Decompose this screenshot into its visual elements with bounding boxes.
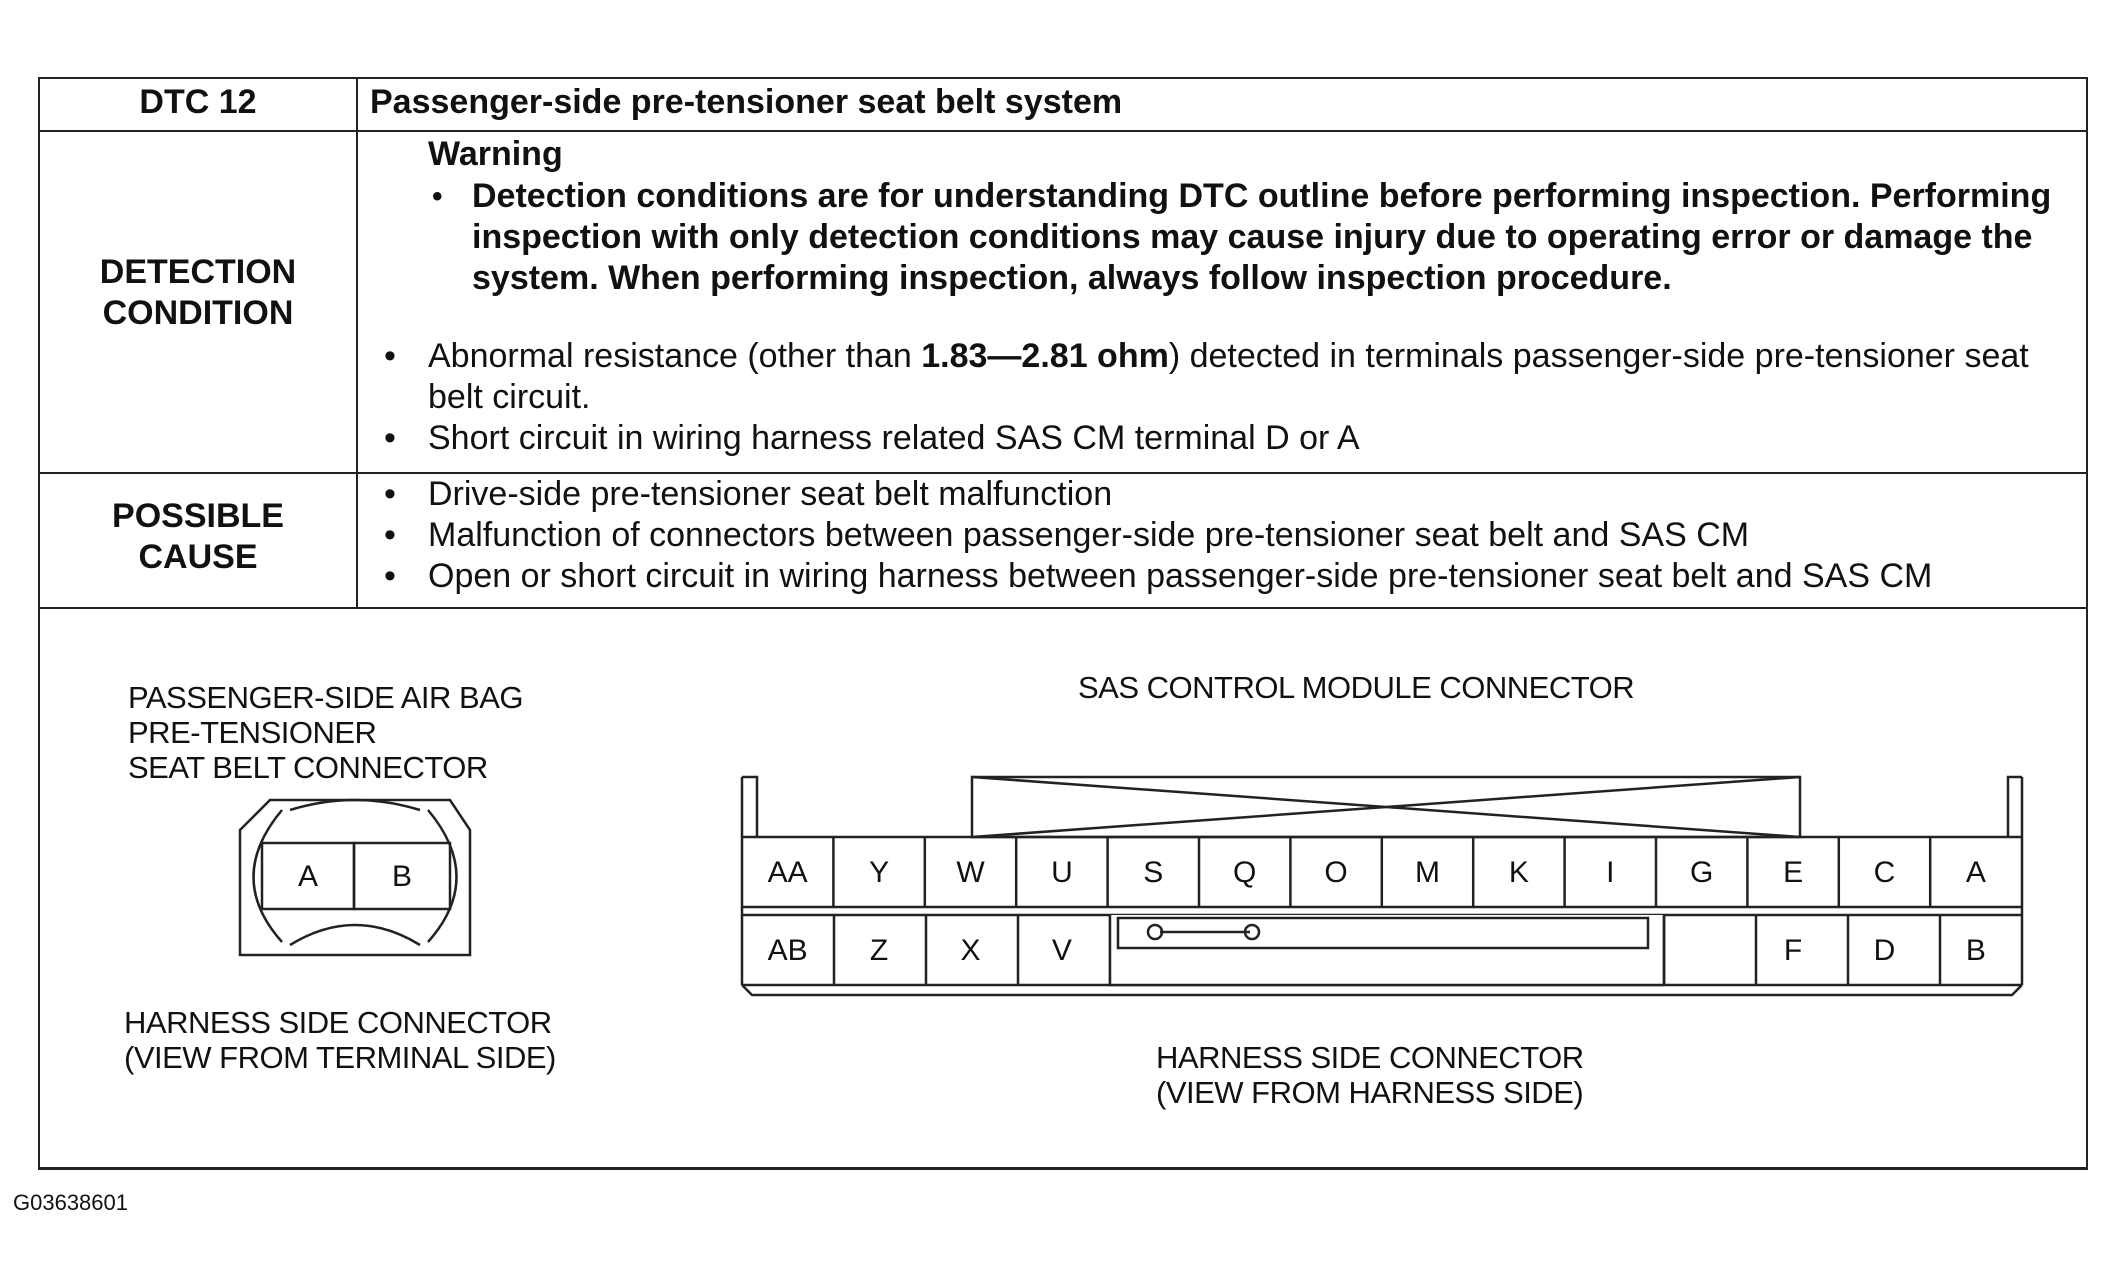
- sas-pin-u: U: [1051, 856, 1073, 889]
- sas-pin-y: Y: [869, 856, 890, 889]
- sas-caption-line2: (VIEW FROM HARNESS SIDE): [1156, 1075, 1584, 1110]
- sas-caption-line1: HARNESS SIDE CONNECTOR: [1156, 1040, 1584, 1075]
- sas-connector-title: SAS CONTROL MODULE CONNECTOR: [1078, 670, 1635, 705]
- sas-pin-o: O: [1324, 856, 1348, 889]
- cause-label-line2: CAUSE: [138, 538, 258, 576]
- bullet-icon: •: [384, 337, 396, 375]
- sas-pin-ab: AB: [767, 934, 808, 967]
- bullet-icon: •: [384, 419, 396, 457]
- top-row-dividers: [833, 837, 1930, 907]
- left-connector-left-arc: [254, 810, 283, 942]
- sas-pin-aa: AA: [767, 856, 808, 889]
- detection-label-line2: CONDITION: [102, 294, 294, 332]
- sas-pin-g: G: [1690, 856, 1714, 889]
- left-caption-line2: (VIEW FROM TERMINAL SIDE): [124, 1040, 556, 1075]
- figure-id: G03638601: [13, 1190, 128, 1215]
- sas-pin-s: S: [1143, 856, 1164, 889]
- dtc-code: DTC 12: [139, 83, 257, 121]
- sas-left-post: [742, 777, 757, 837]
- pin-b-label: B: [391, 860, 413, 893]
- sas-pin-a: A: [1965, 856, 1986, 889]
- dtc-title: Passenger-side pre-tensioner seat belt system: [370, 83, 1123, 121]
- sas-pin-x: X: [960, 934, 981, 967]
- sas-pin-w: W: [956, 856, 985, 889]
- resistance-range: 1.83—2.81 ohm: [921, 337, 1169, 375]
- left-connector-right-arc: [428, 810, 457, 942]
- left-connector-drawing: [240, 800, 470, 955]
- left-title-line2: PRE-TENSIONER: [128, 715, 377, 750]
- sas-pin-c: C: [1873, 856, 1896, 889]
- left-title-line1: PASSENGER-SIDE AIR BAG: [128, 680, 523, 715]
- sas-pin-z: Z: [869, 934, 889, 967]
- detection-item-2-text: Short circuit in wiring harness related SAS CM terminal D or A: [428, 419, 1360, 457]
- sas-connector-drawing: [742, 777, 2022, 995]
- cause-item-2-text: Malfunction of connectors between passenger-side pre-tensioner seat belt and SAS CM: [428, 516, 1750, 554]
- bullet-icon: •: [384, 557, 396, 595]
- cause-item-1-text: Drive-side pre-tensioner seat belt malfunction: [428, 475, 1113, 513]
- sas-pin-m: M: [1415, 856, 1440, 889]
- sas-pin-q: Q: [1233, 856, 1257, 889]
- left-connector-top-arc: [290, 800, 420, 810]
- sas-pin-f: F: [1783, 934, 1803, 967]
- left-connector-bottom-arc: [290, 925, 420, 945]
- detection-label-line1: DETECTION: [99, 253, 297, 291]
- sas-pin-b: B: [1965, 934, 1986, 967]
- warning-bullet: •: [432, 180, 443, 213]
- sas-bottom-lip: [742, 985, 2022, 995]
- bullet-icon: •: [384, 475, 396, 513]
- left-title-line3: SEAT BELT CONNECTOR: [128, 750, 488, 785]
- sas-pin-e: E: [1783, 856, 1804, 889]
- bullet-icon: •: [384, 516, 396, 554]
- left-caption-line1: HARNESS SIDE CONNECTOR: [124, 1005, 552, 1040]
- sas-pin-d: D: [1873, 934, 1896, 967]
- warning-body: Detection conditions are for understanding DTC outline before performing inspection. Performing inspection with only detection conditions may cause injury due to operating error or damage the system. When performing inspection, always follow inspection procedure.: [472, 177, 2052, 297]
- sas-right-post: [2008, 777, 2022, 837]
- sas-pin-v: V: [1051, 934, 1072, 967]
- sas-pin-i: I: [1606, 856, 1615, 889]
- sas-pin-k: K: [1508, 856, 1529, 889]
- detection-item-1-post: ) detected in terminals passenger-side pre-tensioner seat belt circuit.: [428, 337, 2029, 416]
- cause-label-line1: POSSIBLE: [112, 497, 284, 535]
- pin-a-label: A: [297, 860, 319, 893]
- warning-title: Warning: [428, 135, 563, 173]
- cause-item-3-text: Open or short circuit in wiring harness between passenger-side pre-tensioner seat belt and SAS CM: [428, 557, 1933, 595]
- sas-top-row-labels: [768, 856, 1986, 889]
- detection-item-1-pre: Abnormal resistance (other than: [428, 337, 922, 375]
